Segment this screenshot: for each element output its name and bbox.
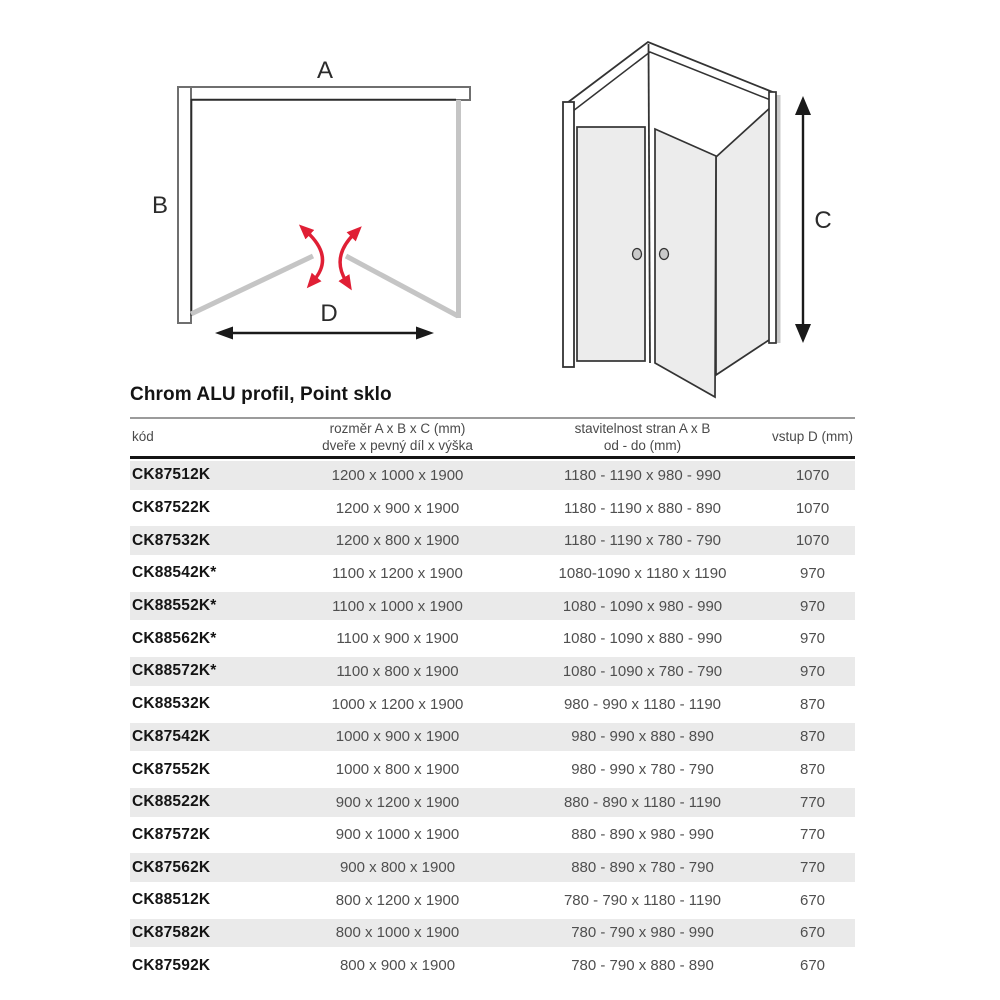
cell-entry: 1070	[795, 466, 830, 484]
table-row	[130, 524, 855, 557]
cell-adjust: 980 - 990 x 1180 - 1190	[563, 695, 722, 713]
cell-adjust: 1080 - 1090 x 780 - 790	[562, 662, 723, 680]
cell-adjust: 980 - 990 x 780 - 790	[571, 761, 714, 779]
top-frame-outer	[567, 42, 775, 103]
cell-size: 1200 x 800 x 1900	[335, 532, 460, 550]
cell-entry: 970	[799, 662, 826, 680]
cell-size: 1100 x 1000 x 1900	[332, 597, 463, 615]
page-title: Chrom ALU profil, Point sklo	[130, 384, 392, 405]
header-adjust-line1: stavitelnost stran A x B	[574, 420, 711, 436]
cell-entry: 770	[799, 826, 826, 844]
cell-adjust: 1080 - 1090 x 980 - 990	[562, 597, 723, 615]
perspective-view-diagram	[540, 20, 860, 405]
cell-adjust: 780 - 790 x 880 - 890	[571, 957, 714, 975]
cell-adjust: 780 - 790 x 980 - 990	[571, 924, 714, 942]
cell-entry: 670	[799, 957, 826, 975]
cell-code: CK87542K	[132, 727, 211, 745]
cell-size: 1000 x 1200 x 1900	[331, 695, 464, 713]
cell-code: CK88552K*	[132, 597, 217, 615]
inner-wall-line	[191, 99, 456, 316]
cell-entry: 970	[799, 630, 826, 648]
cell-code: CK88532K	[132, 695, 211, 713]
cell-code: CK87582K	[132, 923, 211, 941]
table-row	[130, 688, 855, 721]
cell-size: 1000 x 800 x 1900	[335, 761, 460, 779]
header-size-line2: dveře x pevný díl x výška	[322, 437, 473, 453]
cell-adjust: 1180 - 1190 x 980 - 990	[563, 466, 722, 484]
right-profile-bar	[769, 92, 776, 343]
cell-entry: 670	[799, 891, 826, 909]
left-profile-bar	[563, 102, 574, 367]
cell-code: CK87512K	[132, 466, 211, 484]
table-row	[130, 459, 855, 492]
cell-size: 1200 x 1000 x 1900	[331, 466, 464, 484]
header-adjust	[515, 421, 770, 455]
cell-size: 1000 x 900 x 1900	[335, 728, 460, 746]
cell-size: 800 x 900 x 1900	[339, 957, 456, 975]
cell-size: 1100 x 1200 x 1900	[332, 564, 463, 582]
header-entry: vstup D (mm)	[772, 429, 853, 445]
cell-code: CK88512K	[132, 891, 211, 909]
table-header	[130, 419, 855, 459]
table-row	[130, 721, 855, 754]
cell-adjust: 780 - 790 x 1180 - 1190	[563, 891, 722, 909]
table-row	[130, 786, 855, 819]
cell-code: CK87562K	[132, 858, 211, 876]
cell-entry: 770	[799, 859, 826, 877]
table-row	[130, 884, 855, 917]
spec-table	[130, 417, 855, 982]
right-door-handle	[660, 249, 669, 260]
wall-profile-b	[178, 87, 191, 323]
cell-adjust: 1180 - 1190 x 880 - 890	[563, 499, 722, 517]
table-row	[130, 492, 855, 525]
corner-post-line	[649, 44, 651, 363]
cell-size: 900 x 1200 x 1900	[335, 793, 460, 811]
right-side-panel	[716, 106, 772, 375]
cell-code: CK87552K	[132, 760, 211, 778]
cell-adjust: 880 - 890 x 1180 - 1190	[563, 793, 722, 811]
cell-adjust: 980 - 990 x 880 - 890	[571, 728, 714, 746]
cell-entry: 870	[799, 761, 826, 779]
header-size-line1: rozměr A x B x C (mm)	[329, 420, 466, 436]
cell-size: 900 x 1000 x 1900	[335, 826, 460, 844]
cell-adjust: 1080 - 1090 x 880 - 990	[562, 630, 723, 648]
cell-code: CK87522K	[132, 499, 211, 517]
cell-adjust: 1080-1090 x 1180 x 1190	[558, 564, 727, 582]
cell-size: 1200 x 900 x 1900	[335, 499, 460, 517]
left-door-handle	[633, 249, 642, 260]
right-door-panel	[655, 129, 716, 397]
dimension-d-arrow	[215, 327, 434, 340]
cell-entry: 670	[799, 924, 826, 942]
table-row	[130, 917, 855, 950]
top-frame-inner	[573, 52, 773, 111]
door-left-line	[191, 256, 313, 314]
cell-entry: 970	[799, 564, 826, 582]
cell-entry: 970	[799, 597, 826, 615]
cell-entry: 770	[799, 793, 826, 811]
cell-size: 900 x 800 x 1900	[339, 859, 456, 877]
table-row	[130, 753, 855, 786]
table-row	[130, 819, 855, 852]
cell-code: CK88572K*	[132, 662, 217, 680]
cell-code: CK87532K	[132, 531, 211, 549]
cell-entry: 1070	[795, 532, 830, 550]
table-row	[130, 590, 855, 623]
dimension-a-label: A	[316, 57, 334, 84]
table-row	[130, 655, 855, 688]
table-body	[130, 459, 855, 982]
table-row	[130, 949, 855, 982]
dimension-c-label: C	[814, 207, 832, 234]
dimension-d-label: D	[320, 300, 338, 327]
left-door-panel	[577, 127, 645, 361]
cell-code: CK88562K*	[132, 629, 217, 647]
header-adjust-line2: od - do (mm)	[603, 437, 682, 453]
cell-code: CK88522K	[132, 793, 211, 811]
door-right-line	[346, 256, 458, 316]
cell-adjust: 880 - 890 x 980 - 990	[571, 826, 714, 844]
cell-size: 800 x 1200 x 1900	[335, 891, 460, 909]
cell-entry: 1070	[795, 499, 830, 517]
header-code: kód	[132, 429, 154, 445]
cell-code: CK88542K*	[132, 564, 217, 582]
cell-code: CK87592K	[132, 956, 211, 974]
dimension-c-arrow	[795, 96, 811, 343]
table-row	[130, 851, 855, 884]
cell-entry: 870	[799, 695, 826, 713]
cell-adjust: 880 - 890 x 780 - 790	[571, 859, 714, 877]
wall-profile-a	[178, 87, 470, 100]
header-size	[280, 421, 515, 455]
plan-view-diagram	[120, 40, 520, 360]
cell-code: CK87572K	[132, 825, 211, 843]
table-row	[130, 557, 855, 590]
cell-size: 1100 x 800 x 1900	[336, 662, 459, 680]
cell-size: 800 x 1000 x 1900	[335, 924, 460, 942]
dimension-b-label: B	[151, 192, 169, 219]
table-row	[130, 622, 855, 655]
cell-adjust: 1180 - 1190 x 780 - 790	[563, 532, 722, 550]
cell-entry: 870	[799, 728, 826, 746]
cell-size: 1100 x 900 x 1900	[336, 630, 459, 648]
